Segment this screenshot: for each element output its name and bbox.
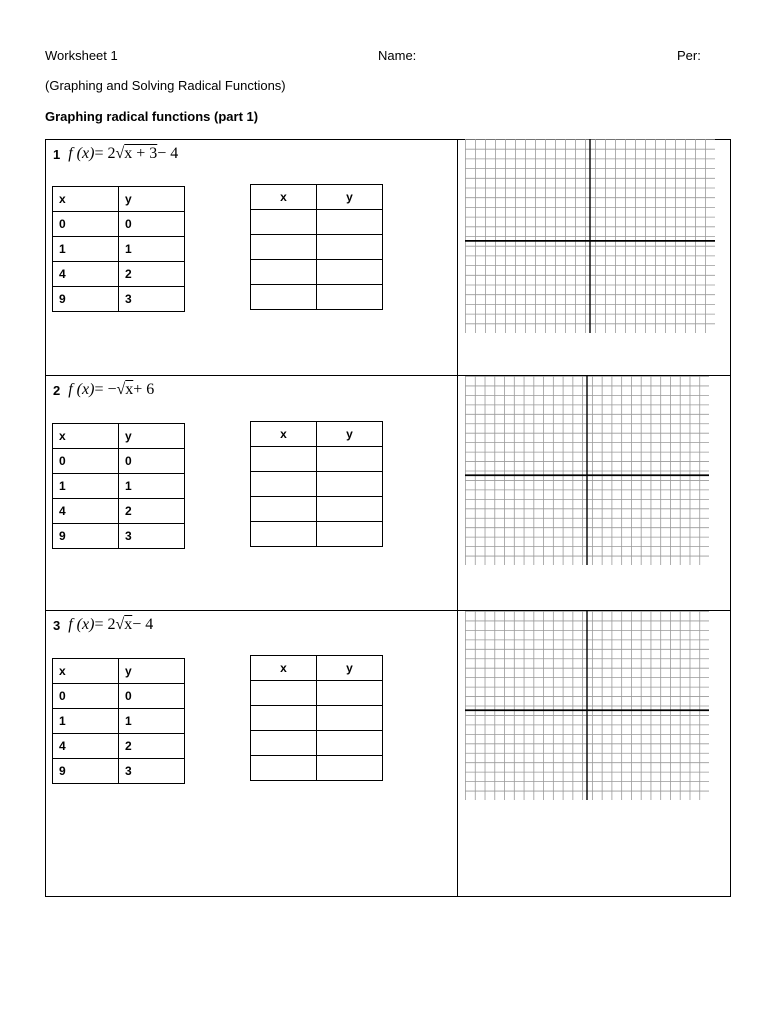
answer-cell[interactable] xyxy=(251,447,317,472)
header-cell: x xyxy=(53,659,119,684)
table-cell: 1 xyxy=(53,237,119,262)
header-cell: y xyxy=(317,422,383,447)
table-cell: 9 xyxy=(53,759,119,784)
answer-cell[interactable] xyxy=(317,210,383,235)
equation-lhs: f (x) xyxy=(68,616,95,633)
equation-lhs: f (x) xyxy=(68,381,95,398)
answer-cell[interactable] xyxy=(317,706,383,731)
table-row xyxy=(53,499,185,524)
answer-cell[interactable] xyxy=(251,497,317,522)
given-table-3 xyxy=(52,658,185,784)
table-cell: 2 xyxy=(119,499,185,524)
table-cell: 3 xyxy=(119,287,185,312)
table-cell: 4 xyxy=(53,499,119,524)
table-row xyxy=(251,681,383,706)
table-cell: 4 xyxy=(53,262,119,287)
table-cell: 1 xyxy=(53,709,119,734)
header-cell: y xyxy=(119,187,185,212)
answer-cell[interactable] xyxy=(251,706,317,731)
equation-mid: = − xyxy=(94,381,117,398)
answer-cell[interactable] xyxy=(251,681,317,706)
table-row xyxy=(53,524,185,549)
table-header-row xyxy=(53,424,185,449)
table-header-row xyxy=(251,185,383,210)
table-row xyxy=(251,472,383,497)
equation-3 xyxy=(53,616,153,634)
table-header-row xyxy=(251,656,383,681)
header-cell: y xyxy=(119,424,185,449)
table-row xyxy=(251,756,383,781)
header-cell: y xyxy=(119,659,185,684)
answer-cell[interactable] xyxy=(317,260,383,285)
sqrt-symbol: √ xyxy=(115,145,125,162)
header-cell: x xyxy=(251,656,317,681)
table-cell: 2 xyxy=(119,262,185,287)
table-row xyxy=(251,497,383,522)
table-row xyxy=(251,235,383,260)
section-title: Graphing radical functions (part 1) xyxy=(45,109,259,124)
table-row xyxy=(53,709,185,734)
header-cell: x xyxy=(251,185,317,210)
problem-number: 3 xyxy=(53,617,61,633)
table-header-row xyxy=(251,422,383,447)
sqrt-symbol: √ xyxy=(116,381,126,398)
answer-cell[interactable] xyxy=(251,756,317,781)
equation-tail: + 6 xyxy=(133,381,155,398)
name-label: Name: xyxy=(378,48,417,63)
table-header-row xyxy=(53,187,185,212)
table-cell: 4 xyxy=(53,734,119,759)
answer-table-1 xyxy=(250,184,383,310)
table-cell: 0 xyxy=(53,684,119,709)
given-table-2 xyxy=(52,423,185,549)
answer-cell[interactable] xyxy=(317,285,383,310)
table-cell: 9 xyxy=(53,287,119,312)
table-cell: 3 xyxy=(119,524,185,549)
table-cell: 0 xyxy=(53,212,119,237)
equation-mid: = 2 xyxy=(94,145,116,162)
table-cell: 9 xyxy=(53,524,119,549)
table-cell: 3 xyxy=(119,759,185,784)
table-cell: 2 xyxy=(119,734,185,759)
table-row xyxy=(53,474,185,499)
answer-cell[interactable] xyxy=(251,285,317,310)
table-cell: 1 xyxy=(119,474,185,499)
table-row xyxy=(251,731,383,756)
graph-grid-3 xyxy=(465,611,709,800)
column-divider xyxy=(457,139,458,897)
table-row xyxy=(53,449,185,474)
table-row xyxy=(53,734,185,759)
table-cell: 1 xyxy=(53,474,119,499)
subtitle: (Graphing and Solving Radical Functions) xyxy=(45,78,286,93)
header-cell: y xyxy=(317,656,383,681)
table-row xyxy=(251,260,383,285)
equation-mid: = 2 xyxy=(94,616,116,633)
table-cell: 0 xyxy=(53,449,119,474)
worksheet-label: Worksheet 1 xyxy=(45,48,118,63)
answer-cell[interactable] xyxy=(317,447,383,472)
table-row xyxy=(251,285,383,310)
graph-grid-1 xyxy=(465,139,715,333)
answer-cell[interactable] xyxy=(251,235,317,260)
table-header-row xyxy=(53,659,185,684)
equation-radicand: x xyxy=(125,381,134,398)
equation-tail: − 4 xyxy=(132,616,154,633)
answer-table-2 xyxy=(250,421,383,547)
table-row xyxy=(251,210,383,235)
table-row xyxy=(53,759,185,784)
table-row xyxy=(251,706,383,731)
given-table-1 xyxy=(52,186,185,312)
answer-cell[interactable] xyxy=(251,210,317,235)
header-cell: y xyxy=(317,185,383,210)
table-row xyxy=(53,287,185,312)
answer-cell[interactable] xyxy=(317,756,383,781)
answer-cell[interactable] xyxy=(251,522,317,547)
answer-cell[interactable] xyxy=(317,681,383,706)
graph-grid-2 xyxy=(465,376,709,565)
table-cell: 1 xyxy=(119,237,185,262)
equation-tail: − 4 xyxy=(157,145,179,162)
answer-cell[interactable] xyxy=(317,731,383,756)
answer-table-3 xyxy=(250,655,383,781)
equation-1 xyxy=(53,145,178,163)
answer-cell[interactable] xyxy=(251,260,317,285)
table-row xyxy=(251,522,383,547)
answer-cell[interactable] xyxy=(317,497,383,522)
answer-cell[interactable] xyxy=(317,235,383,260)
answer-cell[interactable] xyxy=(317,472,383,497)
problem-number: 2 xyxy=(53,382,61,398)
table-row xyxy=(53,212,185,237)
table-row xyxy=(53,237,185,262)
table-cell: 0 xyxy=(119,449,185,474)
header-cell: x xyxy=(53,424,119,449)
table-row xyxy=(53,684,185,709)
answer-cell[interactable] xyxy=(317,522,383,547)
equation-radicand: x xyxy=(124,616,133,633)
header-cell: x xyxy=(53,187,119,212)
table-row xyxy=(53,262,185,287)
equation-lhs: f (x) xyxy=(68,145,95,162)
equation-2 xyxy=(53,381,154,399)
table-row xyxy=(251,447,383,472)
per-label: Per: xyxy=(677,48,701,63)
header-cell: x xyxy=(251,422,317,447)
equation-radicand: x + 3 xyxy=(124,145,158,162)
table-cell: 0 xyxy=(119,684,185,709)
answer-cell[interactable] xyxy=(251,472,317,497)
sqrt-symbol: √ xyxy=(115,616,125,633)
table-cell: 0 xyxy=(119,212,185,237)
answer-cell[interactable] xyxy=(251,731,317,756)
table-cell: 1 xyxy=(119,709,185,734)
problem-number: 1 xyxy=(53,146,61,162)
